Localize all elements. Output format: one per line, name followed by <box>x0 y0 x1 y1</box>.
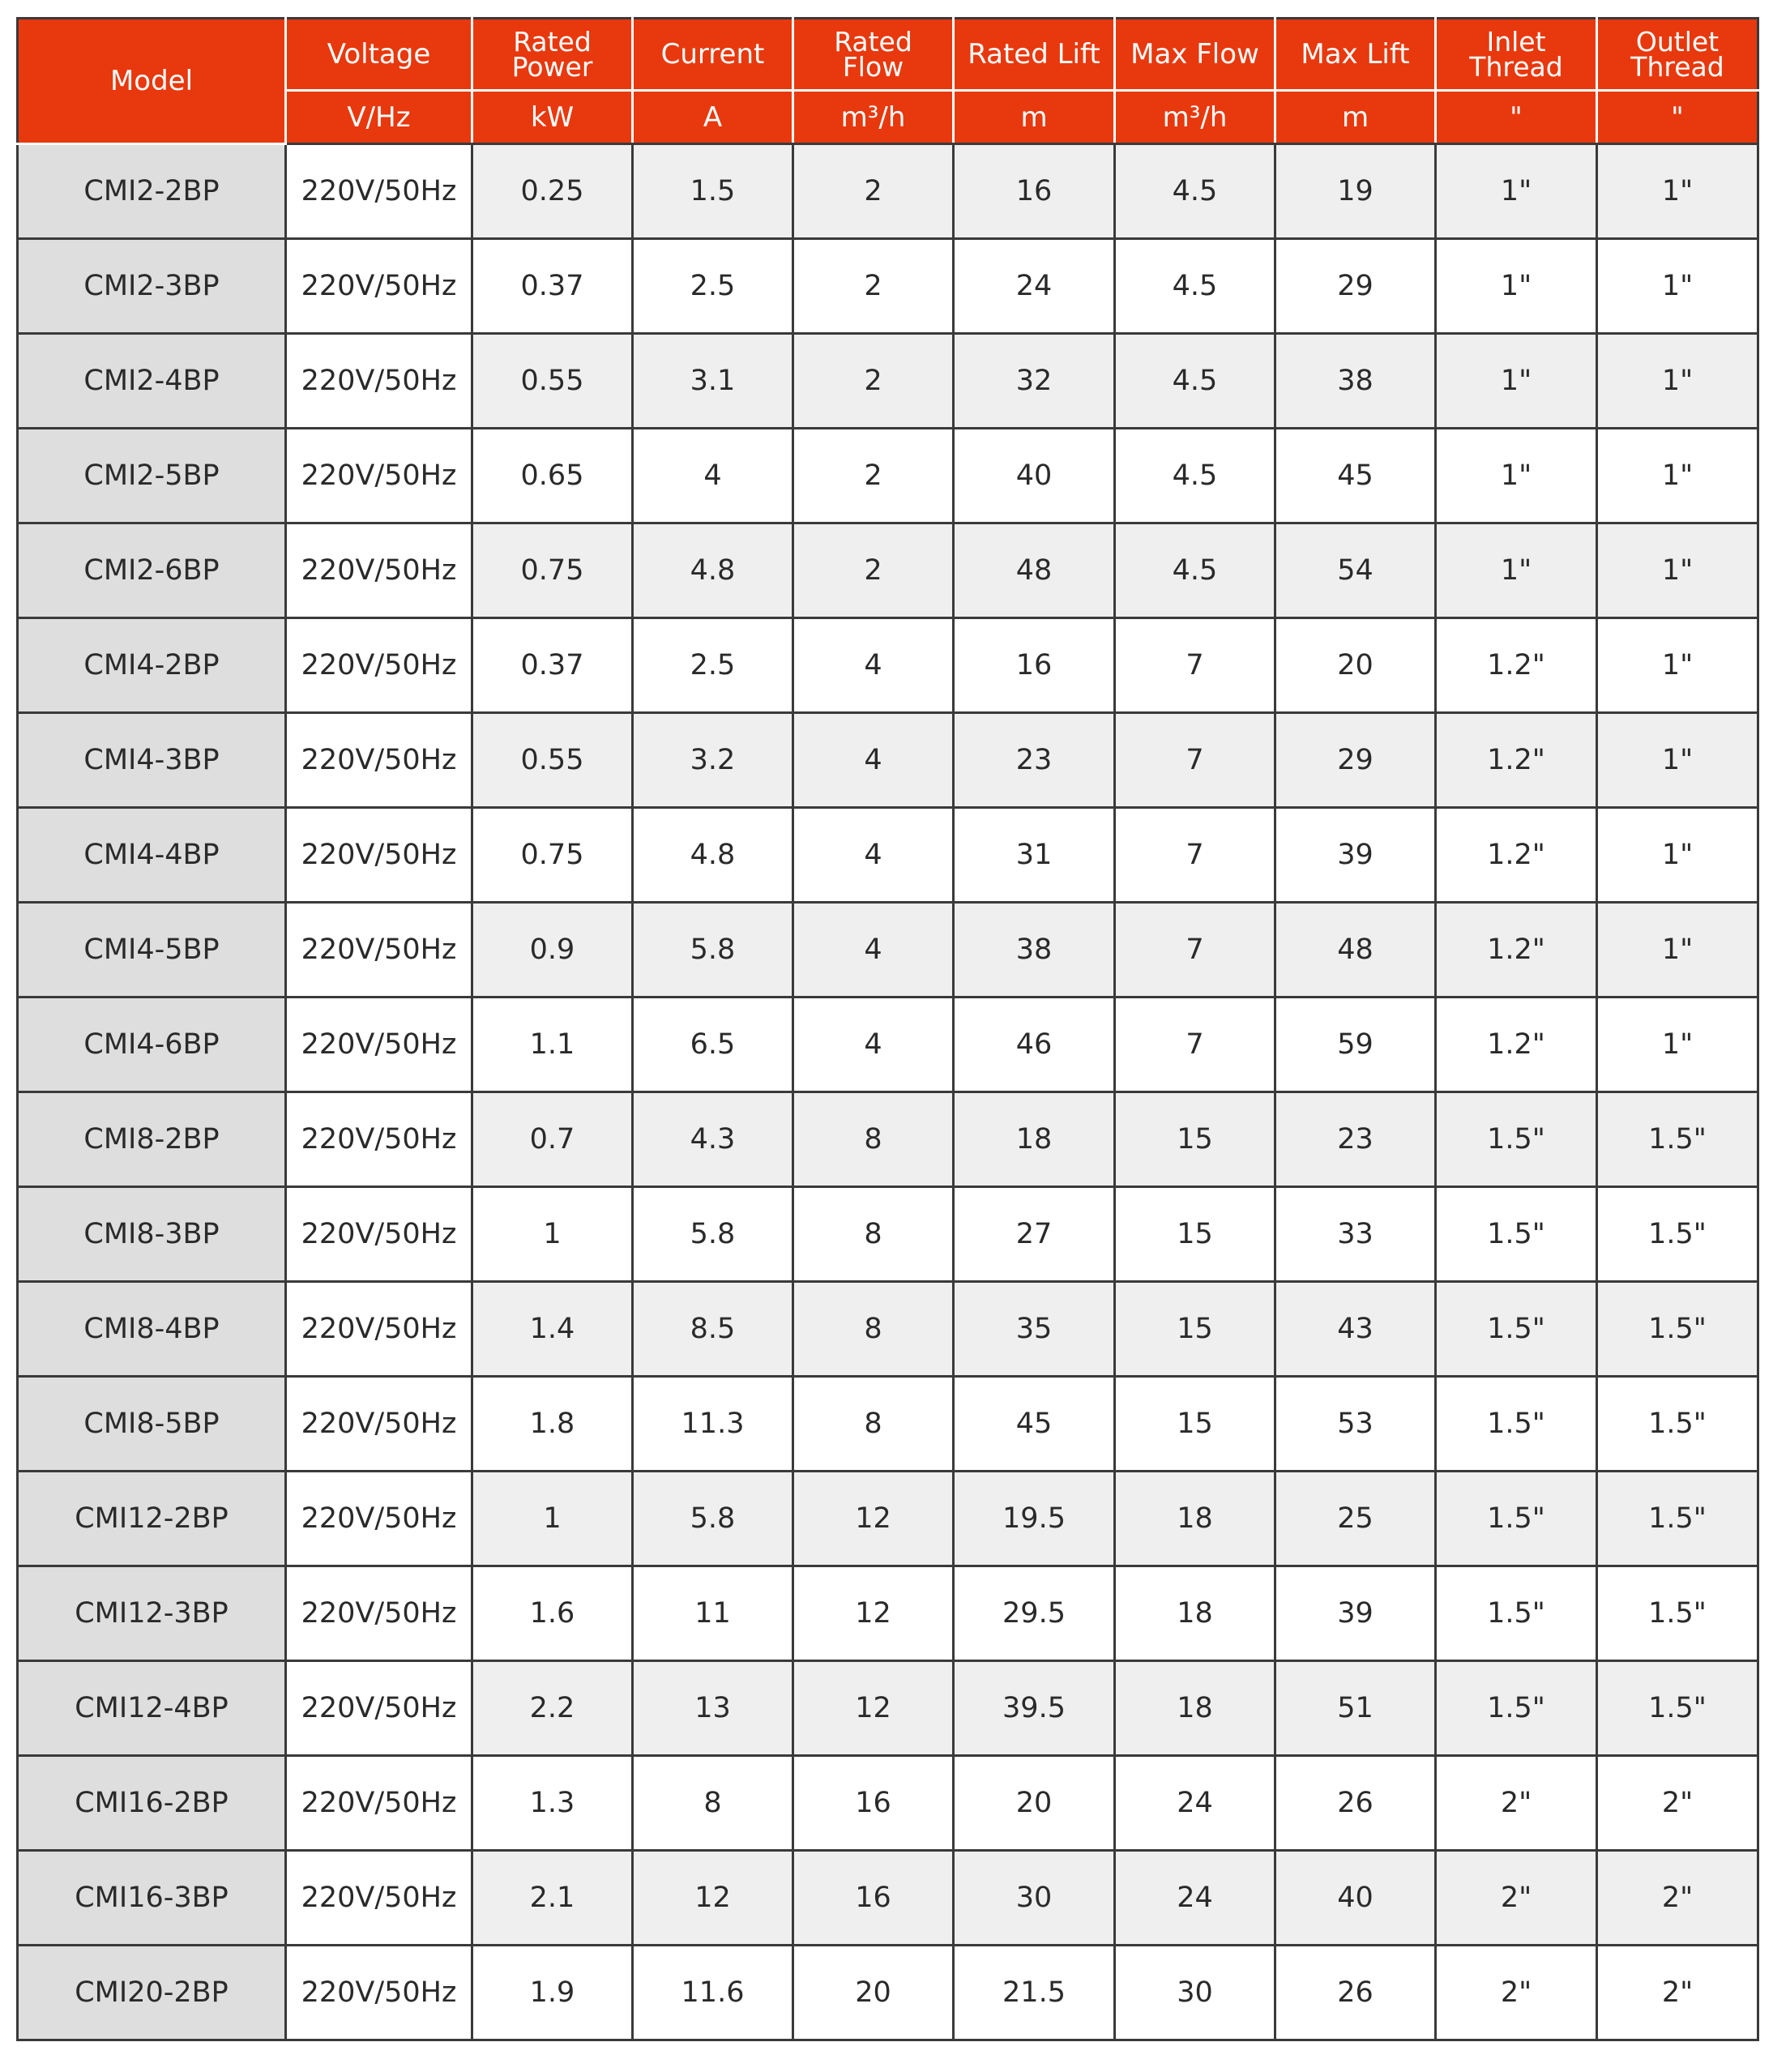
cell-rated-lift: 27 <box>954 1187 1115 1282</box>
table-row <box>18 618 1758 713</box>
cell-inlet-thread: 1" <box>1436 334 1597 429</box>
cell-rated-lift: 19.5 <box>954 1472 1115 1566</box>
header-label-line1: Outlet <box>1635 26 1720 58</box>
cell-model: CMI12-2BP <box>18 1472 286 1566</box>
table-row <box>18 1377 1758 1472</box>
cell-current: 3.2 <box>633 713 793 808</box>
cell-model: CMI8-5BP <box>18 1377 286 1472</box>
unit-outlet-thread: " <box>1597 91 1758 144</box>
column-header-rated-flow <box>793 19 954 91</box>
table-row <box>18 144 1758 239</box>
header-label: Max Lift <box>1301 38 1410 70</box>
cell-max-flow: 7 <box>1115 998 1275 1092</box>
cell-voltage: 220V/50Hz <box>286 1377 472 1472</box>
cell-max-lift: 26 <box>1275 1946 1436 2040</box>
cell-inlet-thread: 2" <box>1436 1946 1597 2040</box>
cell-outlet-thread: 2" <box>1597 1851 1758 1946</box>
cell-outlet-thread: 1.5" <box>1597 1566 1758 1661</box>
cell-rated-flow: 2 <box>793 523 954 618</box>
cell-voltage: 220V/50Hz <box>286 1187 472 1282</box>
cell-current: 3.1 <box>633 334 793 429</box>
cell-max-flow: 15 <box>1115 1187 1275 1282</box>
cell-max-flow: 4.5 <box>1115 239 1275 334</box>
cell-rated-lift: 45 <box>954 1377 1115 1472</box>
cell-outlet-thread: 1" <box>1597 523 1758 618</box>
cell-rated-flow: 16 <box>793 1756 954 1851</box>
header-label: Max Flow <box>1130 38 1259 70</box>
cell-rated-flow: 8 <box>793 1092 954 1187</box>
cell-rated-lift: 48 <box>954 523 1115 618</box>
cell-inlet-thread: 1.5" <box>1436 1377 1597 1472</box>
cell-rated-lift: 39.5 <box>954 1661 1115 1756</box>
cell-current: 11.6 <box>633 1946 793 2040</box>
table-row <box>18 808 1758 903</box>
cell-rated-power: 1.1 <box>472 998 633 1092</box>
cell-rated-lift: 30 <box>954 1851 1115 1946</box>
table-row <box>18 523 1758 618</box>
cell-inlet-thread: 1.5" <box>1436 1661 1597 1756</box>
cell-rated-lift: 23 <box>954 713 1115 808</box>
cell-voltage: 220V/50Hz <box>286 713 472 808</box>
cell-inlet-thread: 1.5" <box>1436 1187 1597 1282</box>
table-row <box>18 998 1758 1092</box>
cell-max-flow: 4.5 <box>1115 429 1275 523</box>
cell-inlet-thread: 1" <box>1436 523 1597 618</box>
cell-max-lift: 43 <box>1275 1282 1436 1377</box>
header-label: Rated Lift <box>968 38 1100 70</box>
cell-current: 2.5 <box>633 239 793 334</box>
cell-max-flow: 15 <box>1115 1282 1275 1377</box>
cell-max-flow: 30 <box>1115 1946 1275 2040</box>
cell-current: 5.8 <box>633 903 793 998</box>
cell-max-flow: 18 <box>1115 1661 1275 1756</box>
cell-inlet-thread: 2" <box>1436 1756 1597 1851</box>
cell-rated-power: 0.9 <box>472 903 633 998</box>
column-header-max-flow <box>1115 19 1275 91</box>
cell-rated-power: 1.3 <box>472 1756 633 1851</box>
cell-max-lift: 25 <box>1275 1472 1436 1566</box>
pump-spec-table <box>16 17 1759 2041</box>
cell-model: CMI4-4BP <box>18 808 286 903</box>
cell-inlet-thread: 1.5" <box>1436 1282 1597 1377</box>
cell-voltage: 220V/50Hz <box>286 334 472 429</box>
cell-inlet-thread: 1.5" <box>1436 1472 1597 1566</box>
cell-voltage: 220V/50Hz <box>286 144 472 239</box>
cell-current: 4.8 <box>633 808 793 903</box>
unit-rated-lift: m <box>954 91 1115 144</box>
cell-outlet-thread: 1" <box>1597 239 1758 334</box>
cell-max-lift: 29 <box>1275 239 1436 334</box>
header-label-line1: Inlet <box>1486 26 1546 58</box>
cell-max-flow: 18 <box>1115 1566 1275 1661</box>
cell-inlet-thread: 1.2" <box>1436 998 1597 1092</box>
cell-rated-flow: 16 <box>793 1851 954 1946</box>
cell-max-flow: 4.5 <box>1115 523 1275 618</box>
cell-voltage: 220V/50Hz <box>286 1946 472 2040</box>
cell-voltage: 220V/50Hz <box>286 1092 472 1187</box>
cell-current: 11 <box>633 1566 793 1661</box>
cell-rated-power: 1 <box>472 1187 633 1282</box>
cell-rated-flow: 12 <box>793 1661 954 1756</box>
column-header-model: Model <box>18 19 286 144</box>
cell-rated-power: 0.55 <box>472 713 633 808</box>
cell-rated-power: 2.1 <box>472 1851 633 1946</box>
header-label-line2: Thread <box>1630 51 1724 83</box>
cell-outlet-thread: 1.5" <box>1597 1472 1758 1566</box>
header-label: Voltage <box>327 38 431 70</box>
cell-max-lift: 48 <box>1275 903 1436 998</box>
cell-outlet-thread: 1.5" <box>1597 1661 1758 1756</box>
cell-outlet-thread: 2" <box>1597 1756 1758 1851</box>
cell-max-lift: 59 <box>1275 998 1436 1092</box>
header-label-row <box>18 19 1758 91</box>
cell-model: CMI2-6BP <box>18 523 286 618</box>
cell-max-flow: 7 <box>1115 618 1275 713</box>
cell-rated-power: 0.7 <box>472 1092 633 1187</box>
header-label-line2: Flow <box>842 51 904 83</box>
cell-rated-lift: 21.5 <box>954 1946 1115 2040</box>
cell-model: CMI4-6BP <box>18 998 286 1092</box>
cell-rated-power: 0.75 <box>472 808 633 903</box>
cell-rated-lift: 16 <box>954 618 1115 713</box>
cell-outlet-thread: 1" <box>1597 618 1758 713</box>
cell-current: 4.3 <box>633 1092 793 1187</box>
cell-rated-flow: 2 <box>793 239 954 334</box>
header-label-line1: Rated <box>834 26 912 58</box>
cell-max-lift: 29 <box>1275 713 1436 808</box>
cell-rated-flow: 4 <box>793 903 954 998</box>
cell-max-flow: 4.5 <box>1115 144 1275 239</box>
cell-model: CMI2-4BP <box>18 334 286 429</box>
cell-voltage: 220V/50Hz <box>286 1661 472 1756</box>
table-row <box>18 1187 1758 1282</box>
unit-max-flow: m³/h <box>1115 91 1275 144</box>
cell-rated-lift: 29.5 <box>954 1566 1115 1661</box>
cell-rated-power: 1.8 <box>472 1377 633 1472</box>
cell-rated-lift: 18 <box>954 1092 1115 1187</box>
cell-voltage: 220V/50Hz <box>286 1851 472 1946</box>
column-header-inlet-thread <box>1436 19 1597 91</box>
cell-outlet-thread: 1" <box>1597 998 1758 1092</box>
cell-rated-power: 0.37 <box>472 239 633 334</box>
column-header-voltage <box>286 19 472 91</box>
cell-max-flow: 24 <box>1115 1756 1275 1851</box>
cell-voltage: 220V/50Hz <box>286 1566 472 1661</box>
cell-rated-lift: 40 <box>954 429 1115 523</box>
cell-model: CMI12-3BP <box>18 1566 286 1661</box>
column-header-max-lift <box>1275 19 1436 91</box>
cell-rated-flow: 8 <box>793 1187 954 1282</box>
cell-max-lift: 40 <box>1275 1851 1436 1946</box>
cell-model: CMI16-3BP <box>18 1851 286 1946</box>
cell-voltage: 220V/50Hz <box>286 998 472 1092</box>
cell-voltage: 220V/50Hz <box>286 1756 472 1851</box>
cell-rated-flow: 4 <box>793 808 954 903</box>
cell-rated-lift: 16 <box>954 144 1115 239</box>
cell-max-lift: 26 <box>1275 1756 1436 1851</box>
cell-max-lift: 45 <box>1275 429 1436 523</box>
cell-current: 1.5 <box>633 144 793 239</box>
table-row <box>18 1661 1758 1756</box>
table-body <box>18 144 1758 2040</box>
cell-outlet-thread: 1.5" <box>1597 1092 1758 1187</box>
cell-model: CMI4-2BP <box>18 618 286 713</box>
cell-inlet-thread: 1.2" <box>1436 808 1597 903</box>
cell-max-flow: 15 <box>1115 1092 1275 1187</box>
cell-rated-power: 1.4 <box>472 1282 633 1377</box>
cell-rated-flow: 2 <box>793 144 954 239</box>
cell-inlet-thread: 1.2" <box>1436 903 1597 998</box>
cell-rated-power: 0.75 <box>472 523 633 618</box>
cell-rated-lift: 31 <box>954 808 1115 903</box>
cell-model: CMI8-3BP <box>18 1187 286 1282</box>
cell-model: CMI8-4BP <box>18 1282 286 1377</box>
cell-current: 5.8 <box>633 1187 793 1282</box>
cell-max-flow: 7 <box>1115 713 1275 808</box>
unit-rated-flow: m³/h <box>793 91 954 144</box>
cell-rated-lift: 46 <box>954 998 1115 1092</box>
column-header-rated-lift <box>954 19 1115 91</box>
cell-inlet-thread: 1.2" <box>1436 618 1597 713</box>
unit-current: A <box>633 91 793 144</box>
cell-max-lift: 19 <box>1275 144 1436 239</box>
cell-inlet-thread: 1.5" <box>1436 1092 1597 1187</box>
cell-current: 11.3 <box>633 1377 793 1472</box>
cell-voltage: 220V/50Hz <box>286 523 472 618</box>
cell-model: CMI12-4BP <box>18 1661 286 1756</box>
table-row <box>18 1946 1758 2040</box>
cell-max-lift: 20 <box>1275 618 1436 713</box>
cell-rated-flow: 8 <box>793 1377 954 1472</box>
cell-rated-flow: 8 <box>793 1282 954 1377</box>
table-header <box>18 19 1758 144</box>
table-row <box>18 1851 1758 1946</box>
header-label-line2: Thread <box>1469 51 1563 83</box>
column-header-outlet-thread <box>1597 19 1758 91</box>
cell-current: 2.5 <box>633 618 793 713</box>
cell-rated-lift: 32 <box>954 334 1115 429</box>
cell-rated-power: 0.65 <box>472 429 633 523</box>
cell-outlet-thread: 1" <box>1597 808 1758 903</box>
table-row <box>18 1566 1758 1661</box>
cell-voltage: 220V/50Hz <box>286 903 472 998</box>
cell-rated-lift: 24 <box>954 239 1115 334</box>
cell-max-flow: 7 <box>1115 903 1275 998</box>
cell-max-lift: 39 <box>1275 1566 1436 1661</box>
unit-rated-power: kW <box>472 91 633 144</box>
cell-rated-power: 0.55 <box>472 334 633 429</box>
table-row <box>18 334 1758 429</box>
column-header-rated-power <box>472 19 633 91</box>
table-row <box>18 1472 1758 1566</box>
cell-max-lift: 39 <box>1275 808 1436 903</box>
cell-max-flow: 7 <box>1115 808 1275 903</box>
cell-current: 5.8 <box>633 1472 793 1566</box>
cell-model: CMI8-2BP <box>18 1092 286 1187</box>
cell-inlet-thread: 1.2" <box>1436 713 1597 808</box>
cell-max-lift: 38 <box>1275 334 1436 429</box>
header-label-line2: Power <box>511 51 593 83</box>
cell-max-lift: 23 <box>1275 1092 1436 1187</box>
cell-current: 4.8 <box>633 523 793 618</box>
table-row <box>18 429 1758 523</box>
unit-inlet-thread: " <box>1436 91 1597 144</box>
cell-max-flow: 24 <box>1115 1851 1275 1946</box>
cell-voltage: 220V/50Hz <box>286 1472 472 1566</box>
cell-model: CMI2-5BP <box>18 429 286 523</box>
cell-max-flow: 18 <box>1115 1472 1275 1566</box>
cell-inlet-thread: 1" <box>1436 429 1597 523</box>
cell-outlet-thread: 1.5" <box>1597 1187 1758 1282</box>
cell-current: 8 <box>633 1756 793 1851</box>
cell-voltage: 220V/50Hz <box>286 429 472 523</box>
cell-rated-flow: 12 <box>793 1566 954 1661</box>
cell-current: 13 <box>633 1661 793 1756</box>
cell-inlet-thread: 1.5" <box>1436 1566 1597 1661</box>
cell-rated-power: 1.9 <box>472 1946 633 2040</box>
cell-max-lift: 51 <box>1275 1661 1436 1756</box>
unit-max-lift: m <box>1275 91 1436 144</box>
cell-voltage: 220V/50Hz <box>286 618 472 713</box>
cell-rated-flow: 4 <box>793 713 954 808</box>
cell-current: 12 <box>633 1851 793 1946</box>
cell-outlet-thread: 1" <box>1597 144 1758 239</box>
cell-outlet-thread: 1" <box>1597 903 1758 998</box>
cell-rated-lift: 38 <box>954 903 1115 998</box>
cell-inlet-thread: 2" <box>1436 1851 1597 1946</box>
cell-rated-flow: 20 <box>793 1946 954 2040</box>
cell-model: CMI2-2BP <box>18 144 286 239</box>
cell-rated-power: 1.6 <box>472 1566 633 1661</box>
cell-current: 8.5 <box>633 1282 793 1377</box>
cell-outlet-thread: 1.5" <box>1597 1282 1758 1377</box>
cell-model: CMI4-5BP <box>18 903 286 998</box>
cell-model: CMI4-3BP <box>18 713 286 808</box>
cell-rated-flow: 12 <box>793 1472 954 1566</box>
cell-outlet-thread: 1" <box>1597 429 1758 523</box>
cell-max-flow: 4.5 <box>1115 334 1275 429</box>
cell-voltage: 220V/50Hz <box>286 808 472 903</box>
cell-max-lift: 33 <box>1275 1187 1436 1282</box>
cell-model: CMI20-2BP <box>18 1946 286 2040</box>
cell-rated-power: 0.37 <box>472 618 633 713</box>
cell-max-flow: 15 <box>1115 1377 1275 1472</box>
cell-inlet-thread: 1" <box>1436 144 1597 239</box>
cell-rated-lift: 20 <box>954 1756 1115 1851</box>
cell-model: CMI16-2BP <box>18 1756 286 1851</box>
cell-voltage: 220V/50Hz <box>286 1282 472 1377</box>
cell-rated-flow: 4 <box>793 998 954 1092</box>
column-header-current <box>633 19 793 91</box>
cell-outlet-thread: 2" <box>1597 1946 1758 2040</box>
header-label: Current <box>660 38 765 70</box>
header-label-line1: Rated <box>513 26 592 58</box>
cell-voltage: 220V/50Hz <box>286 239 472 334</box>
cell-max-lift: 53 <box>1275 1377 1436 1472</box>
cell-model: CMI2-3BP <box>18 239 286 334</box>
unit-voltage: V/Hz <box>286 91 472 144</box>
cell-rated-flow: 4 <box>793 618 954 713</box>
table-row <box>18 1092 1758 1187</box>
table-row <box>18 1756 1758 1851</box>
cell-outlet-thread: 1" <box>1597 713 1758 808</box>
cell-outlet-thread: 1" <box>1597 334 1758 429</box>
cell-rated-flow: 2 <box>793 334 954 429</box>
cell-rated-power: 0.25 <box>472 144 633 239</box>
table-row <box>18 1282 1758 1377</box>
cell-rated-flow: 2 <box>793 429 954 523</box>
table-row <box>18 903 1758 998</box>
cell-inlet-thread: 1" <box>1436 239 1597 334</box>
cell-max-lift: 54 <box>1275 523 1436 618</box>
table-row <box>18 239 1758 334</box>
cell-outlet-thread: 1.5" <box>1597 1377 1758 1472</box>
cell-current: 4 <box>633 429 793 523</box>
cell-current: 6.5 <box>633 998 793 1092</box>
cell-rated-lift: 35 <box>954 1282 1115 1377</box>
table-row <box>18 713 1758 808</box>
cell-rated-power: 1 <box>472 1472 633 1566</box>
cell-rated-power: 2.2 <box>472 1661 633 1756</box>
